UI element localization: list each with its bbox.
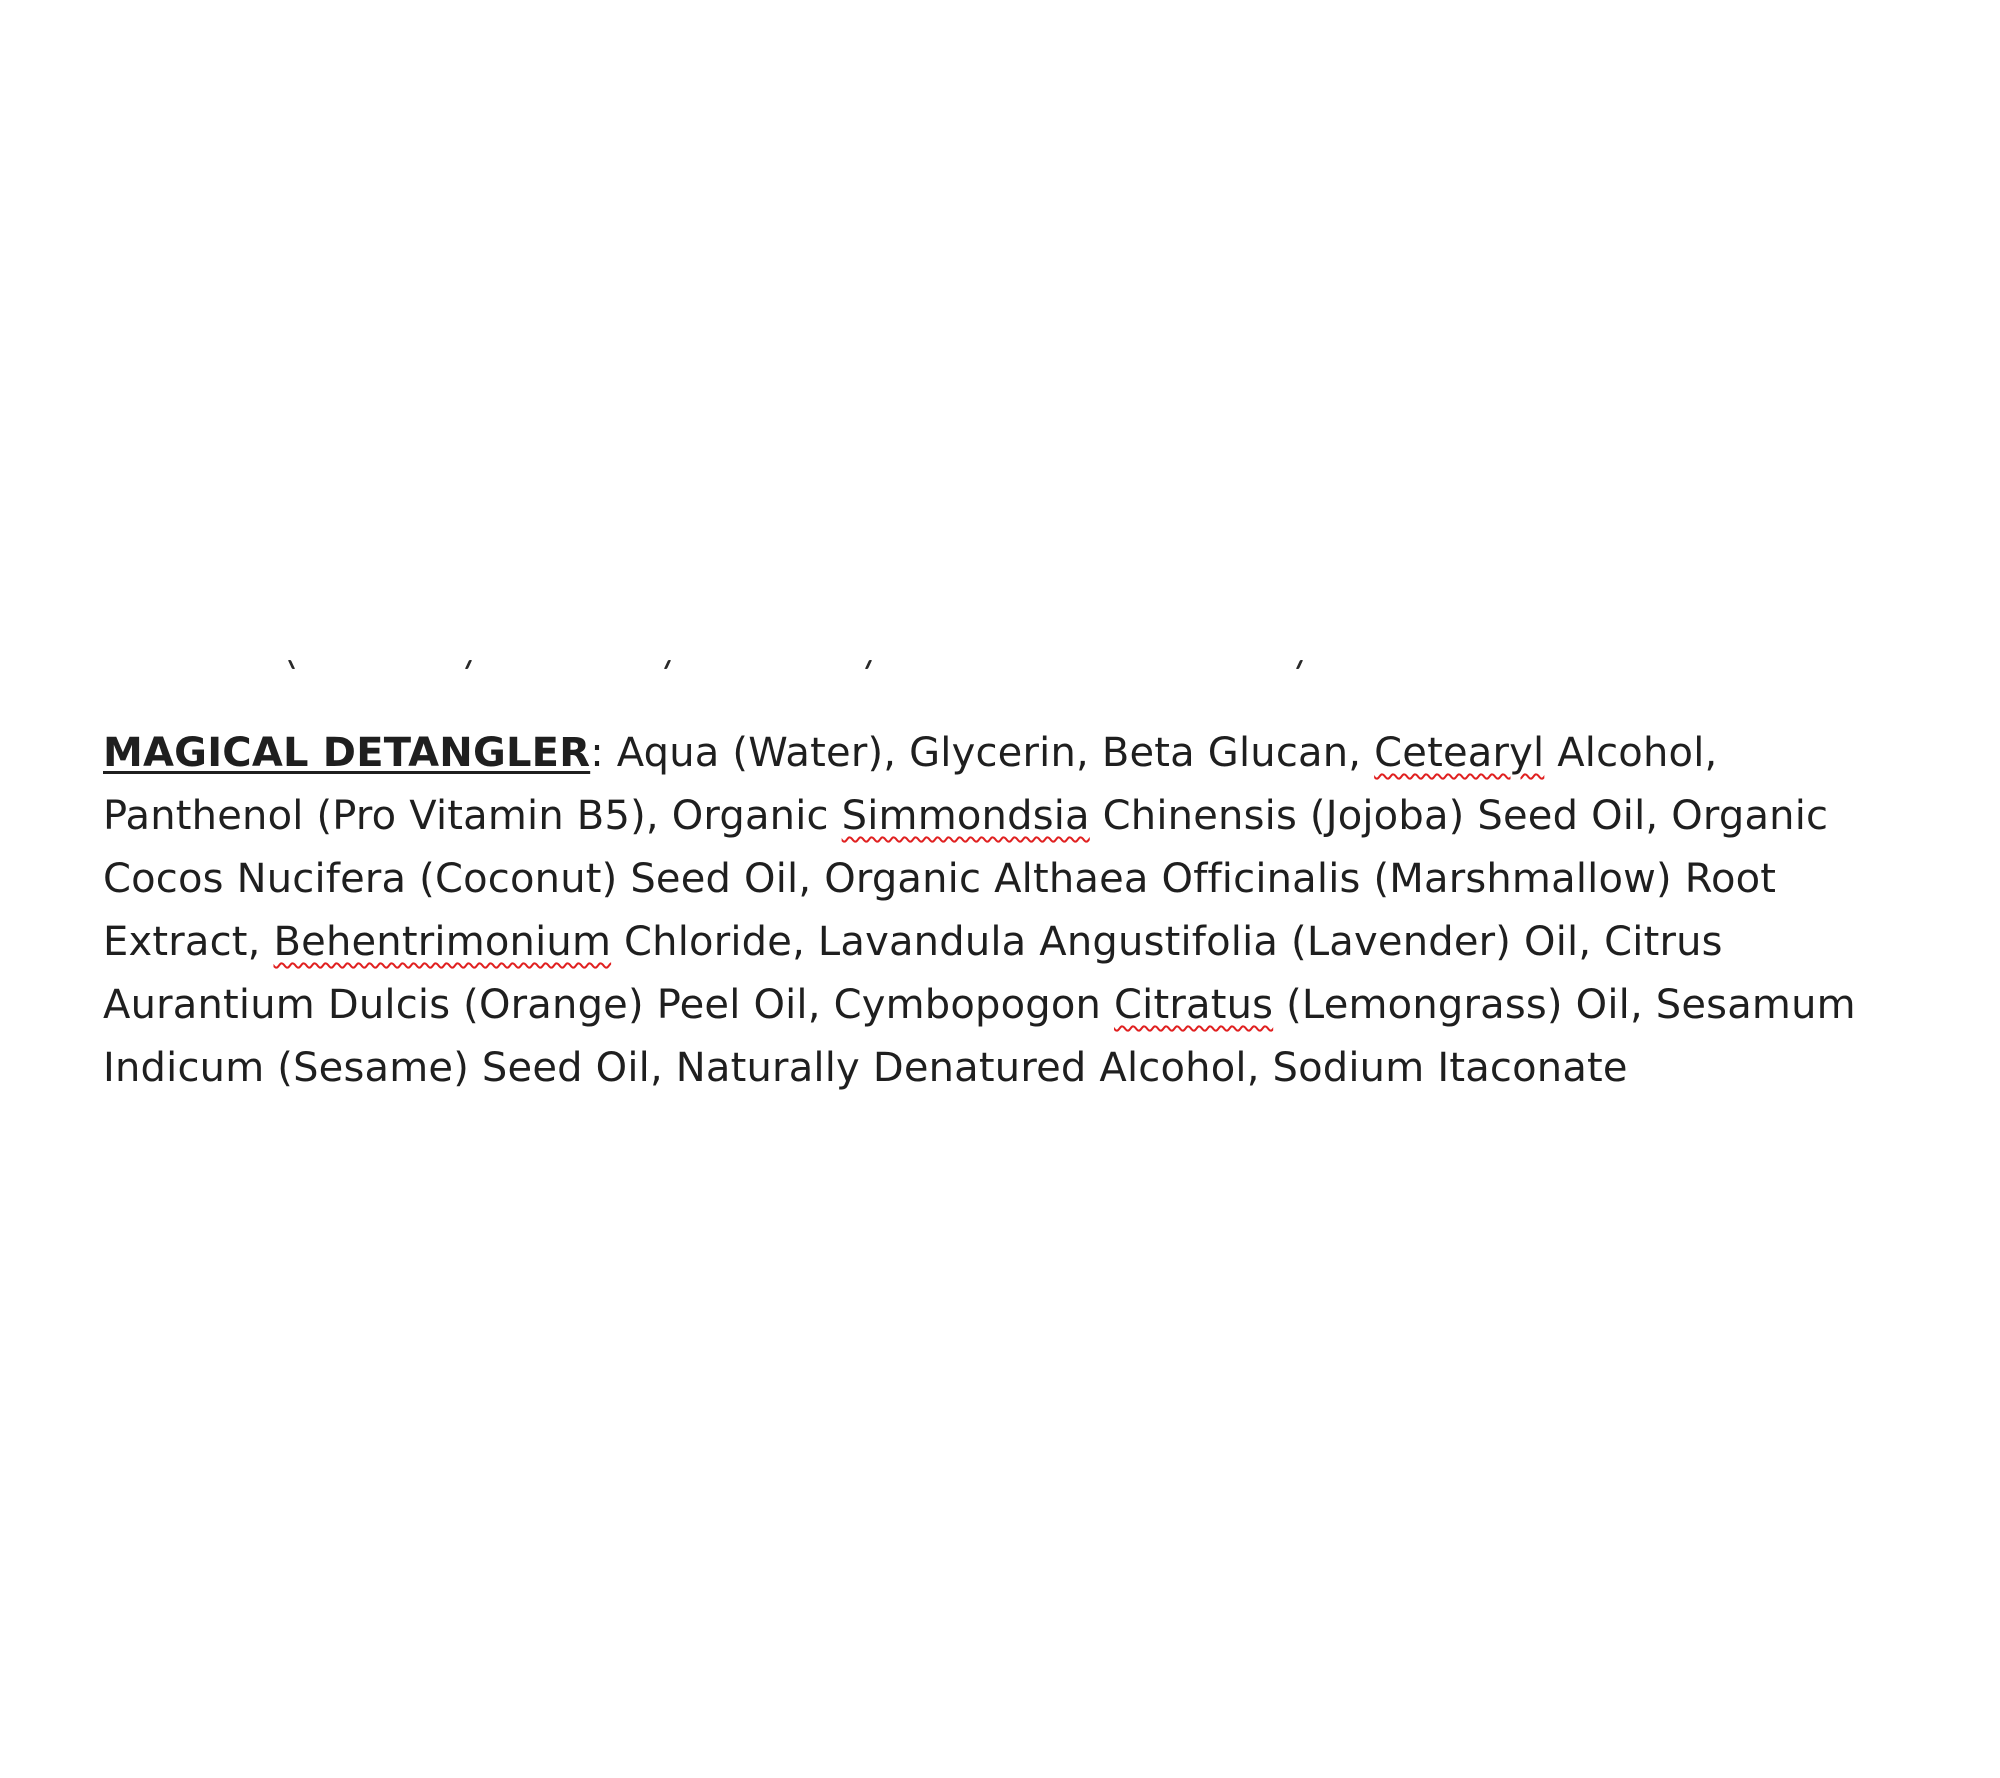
ingredients-line (103, 722, 1933, 785)
ingredient-text: Aqua (Water), Glycerin, Beta Glucan, (616, 730, 1375, 776)
descender-mark (288, 660, 295, 669)
descender-mark (465, 660, 472, 669)
clipped-previous-line (103, 640, 1903, 680)
spellcheck-flagged-word[interactable]: Citratus (1114, 982, 1274, 1028)
product-name-separator: : (590, 730, 617, 776)
ingredient-text: Chinensis (Jojoba) Seed Oil, Organic (1089, 793, 1829, 839)
spellcheck-flagged-word[interactable]: Cetearyl (1374, 730, 1545, 776)
ingredients-paragraph[interactable] (103, 722, 1933, 1100)
ingredient-text: Extract, (103, 919, 274, 965)
spellcheck-flagged-word[interactable]: Simmondsia (841, 793, 1090, 839)
ingredients-line (103, 1037, 1933, 1100)
ingredient-text: Cocos Nucifera (Coconut) Seed Oil, Organic Althaea Officinalis (Marshmallow) Root (103, 856, 1777, 902)
descender-mark (664, 660, 671, 669)
descender-mark (1296, 660, 1303, 669)
ingredients-line (103, 785, 1933, 848)
ingredient-text: Chloride, Lavandula Angustifolia (Lavender) Oil, Citrus (611, 919, 1723, 965)
ingredient-text: Panthenol (Pro Vitamin B5), Organic (103, 793, 842, 839)
ingredients-line (103, 911, 1933, 974)
ingredient-text: Aurantium Dulcis (Orange) Peel Oil, Cymbopogon (103, 982, 1115, 1028)
ingredient-text: Indicum (Sesame) Seed Oil, Naturally Denatured Alcohol, Sodium Itaconate (103, 1045, 1628, 1091)
ingredients-line (103, 848, 1933, 911)
spellcheck-flagged-word[interactable]: Behentrimonium (273, 919, 612, 965)
ingredient-text: (Lemongrass) Oil, Sesamum (1273, 982, 1856, 1028)
product-name: MAGICAL DETANGLER (103, 730, 591, 776)
ingredients-line (103, 974, 1933, 1037)
descender-mark (865, 660, 872, 669)
ingredient-text: Alcohol, (1544, 730, 1718, 776)
